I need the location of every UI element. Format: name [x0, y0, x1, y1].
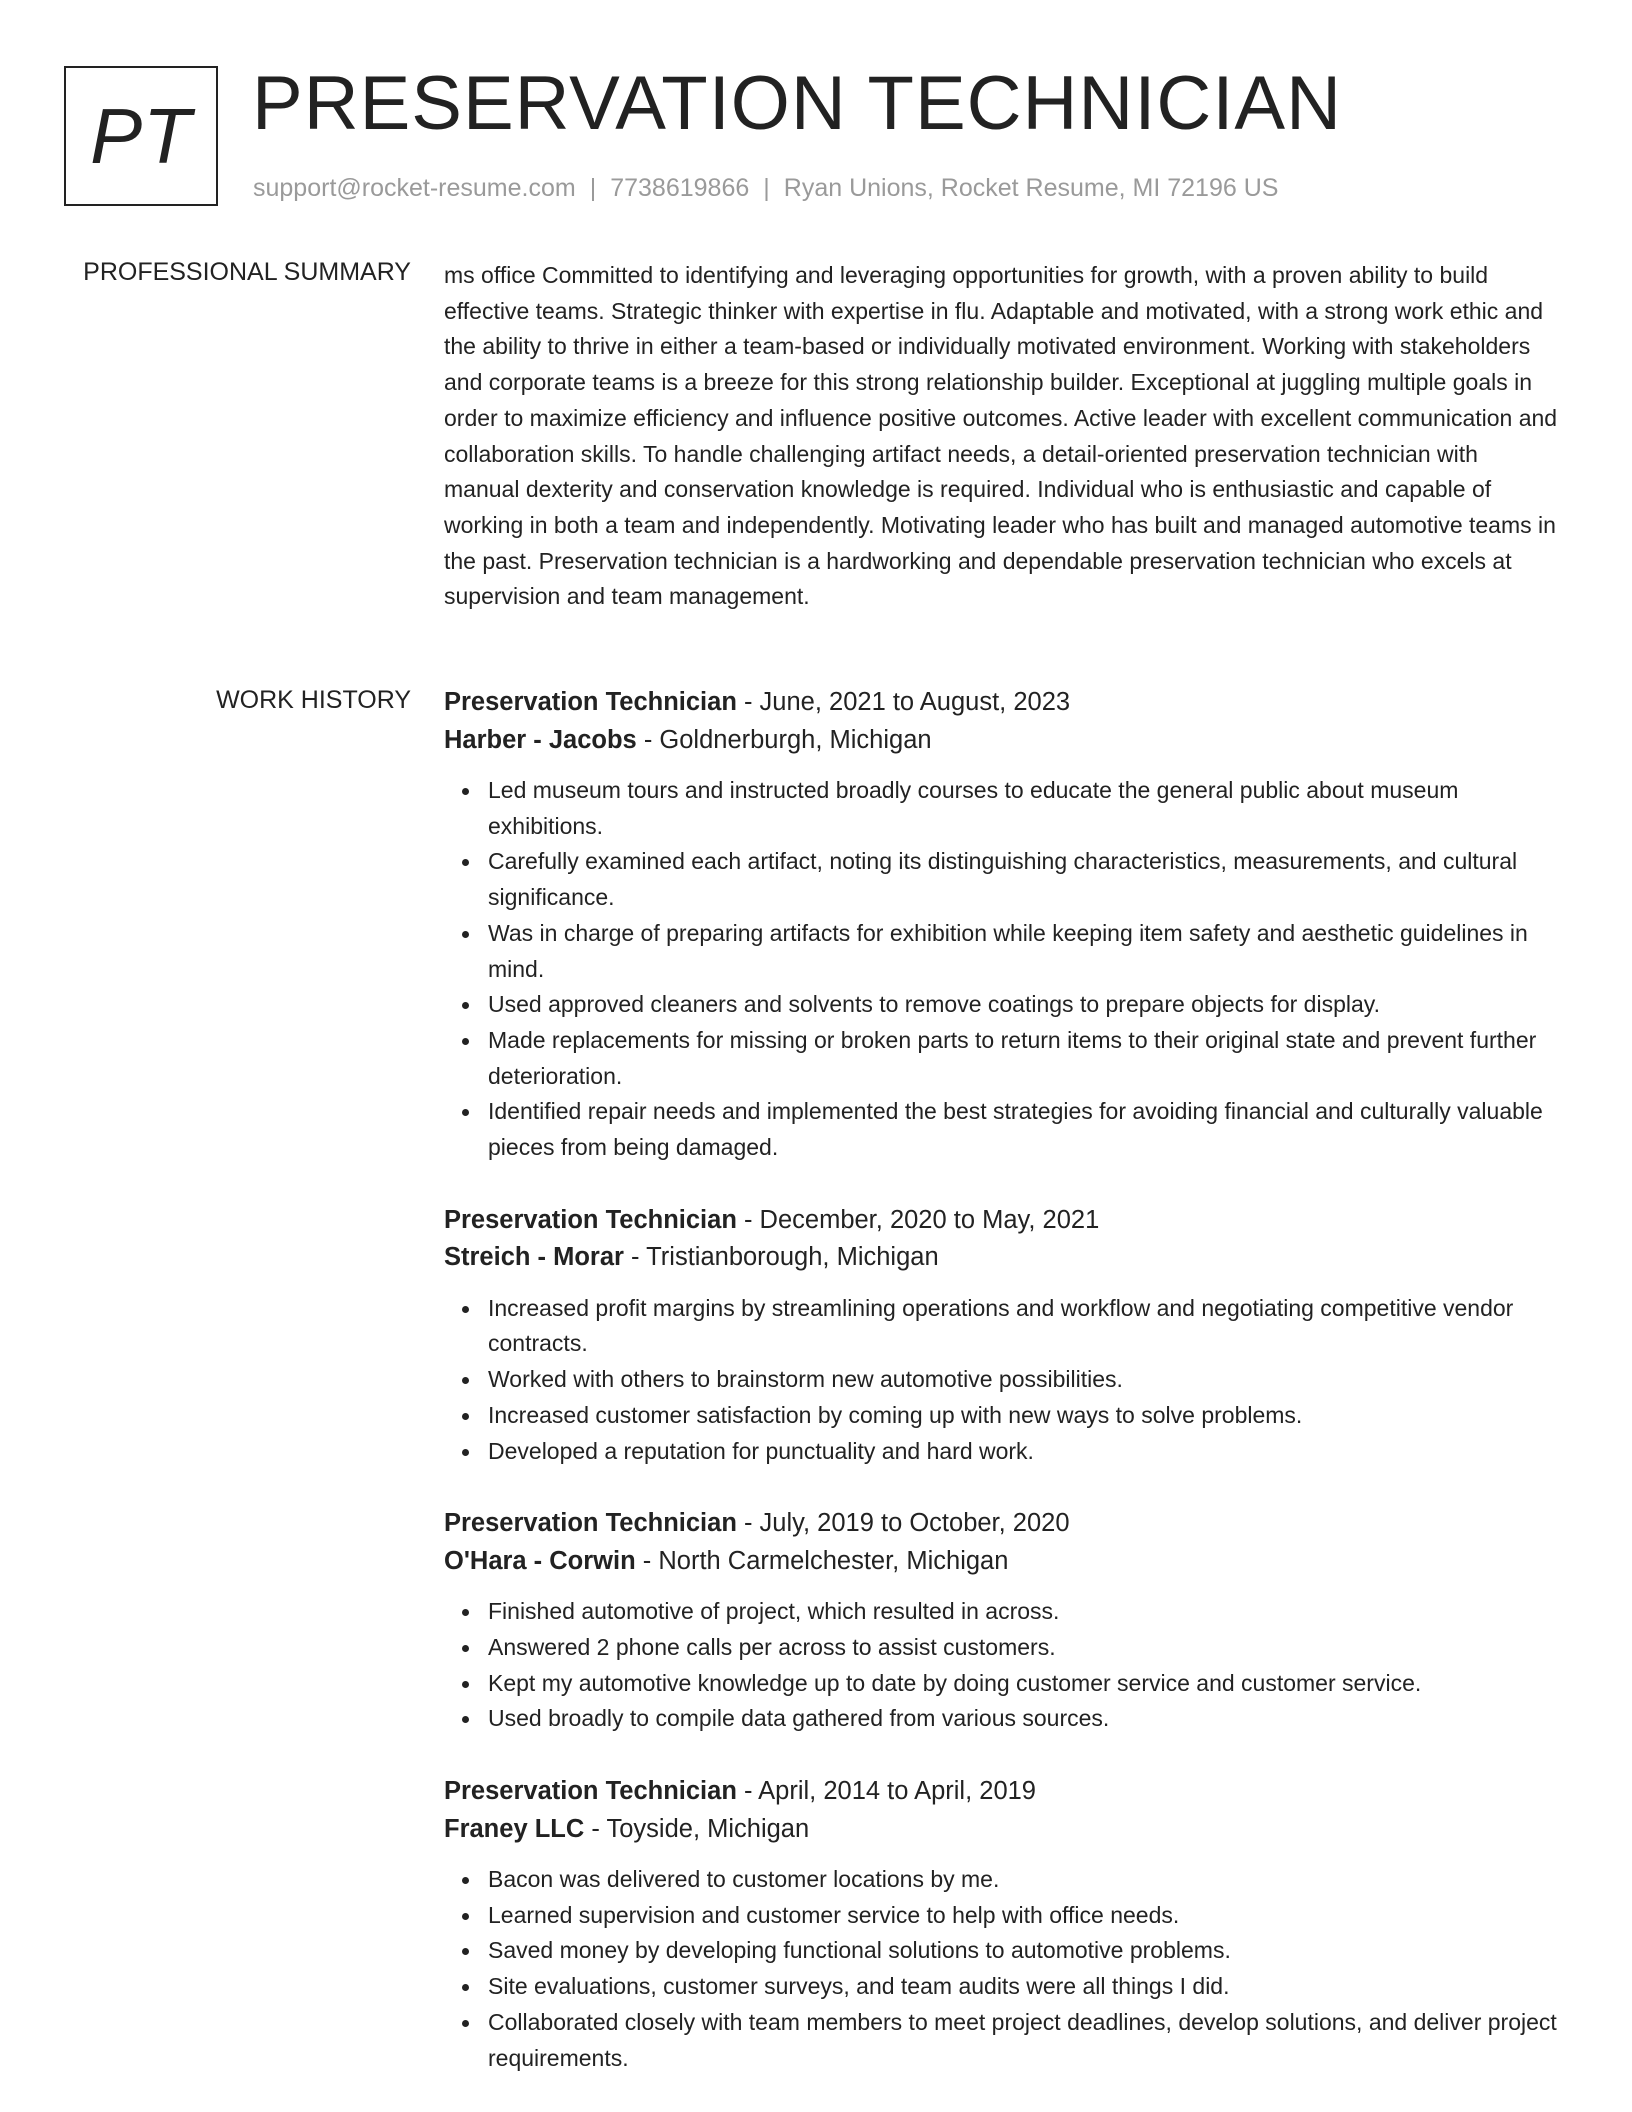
contact-line — [253, 174, 1278, 203]
job-company-line — [444, 1543, 1564, 1581]
job-location: - Goldnerburgh, Michigan — [636, 725, 932, 754]
job-title: Preservation Technician — [444, 688, 737, 716]
job-company: Franey LLC — [444, 1814, 585, 1843]
job-title: Preservation Technician — [444, 1205, 737, 1234]
job-bullet: Increased customer satisfaction by coming up with new ways to solve problems. — [488, 1398, 1564, 1434]
work-history-list — [444, 684, 1564, 2112]
job-company-line — [444, 1239, 1564, 1277]
job-dates: - April, 2014 to April, 2019 — [736, 1777, 1036, 1806]
job-bullet: Used broadly to compile data gathered from various sources. — [488, 1701, 1564, 1737]
job-bullets — [444, 773, 1564, 1166]
job-title: Preservation Technician — [444, 1509, 737, 1538]
job-bullet: Used approved cleaners and solvents to remove coatings to prepare objects for display. — [488, 987, 1564, 1023]
job-bullets — [444, 1594, 1564, 1737]
job-bullet: Answered 2 phone calls per across to assist customers. — [488, 1630, 1564, 1666]
job-bullets — [444, 1291, 1564, 1470]
job-bullet: Increased profit margins by streamlining operations and workflow and negotiating competitive vendor contracts. — [488, 1291, 1564, 1362]
job-location: - Toyside, Michigan — [584, 1814, 810, 1843]
job-bullet: Identified repair needs and implemented the best strategies for avoiding financial and culturally valuable pieces from being damaged. — [488, 1094, 1564, 1165]
contact-separator: | — [589, 174, 597, 202]
summary-section-label: PROFESSIONAL SUMMARY — [83, 258, 411, 286]
job-title-line — [444, 1773, 1564, 1811]
job-bullet: Finished automotive of project, which resulted in across. — [488, 1594, 1564, 1630]
job-entry — [444, 1773, 1564, 2076]
contact-address: Ryan Unions, Rocket Resume, MI 72196 US — [783, 174, 1279, 202]
job-title-line — [444, 684, 1564, 722]
job-company-line — [444, 1811, 1564, 1849]
job-bullet: Worked with others to brainstorm new automotive possibilities. — [488, 1362, 1564, 1398]
job-company: Streich - Morar — [444, 1243, 624, 1272]
job-bullet: Kept my automotive knowledge up to date by doing customer service and customer service. — [488, 1666, 1564, 1702]
job-company: O'Hara - Corwin — [444, 1546, 636, 1575]
job-bullet: Site evaluations, customer surveys, and team audits were all things I did. — [488, 1969, 1564, 2005]
summary-text: ms office Committed to identifying and leveraging opportunities for growth, with a proven ability to build effective teams. Strategic thinker with expertise in flu. Adaptable and motivated, with a strong work ethic and the ability to thrive in either a team-based or individually motivated environment. Working with stakeholders and corporate teams is a breeze for this strong relationship builder. Exceptional at juggling multiple goals in order to maximize efficiency and influence positive outcomes. Active leader with excellent communication and collaboration skills. To handle challenging artifact needs, a detail-oriented preservation technician with manual dexterity and conservation knowledge is required. Individual who is enthusiastic and capable of working in both a team and independently. Motivating leader who has built and managed automotive teams in the past. Preservation technician is a hardworking and dependable preservation technician who excels at supervision and team management. — [444, 262, 1558, 610]
job-company: Harber - Jacobs — [444, 725, 637, 754]
job-bullet: Developed a reputation for punctuality and hard work. — [488, 1434, 1564, 1470]
job-entry — [444, 1202, 1564, 1470]
page-title: PRESERVATION TECHNICIAN — [252, 61, 1343, 146]
job-dates: - July, 2019 to October, 2020 — [736, 1509, 1070, 1538]
job-company-line — [444, 722, 1564, 760]
job-bullet: Learned supervision and customer service to help with office needs. — [488, 1898, 1564, 1934]
job-location: - North Carmelchester, Michigan — [635, 1546, 1009, 1575]
job-bullet: Made replacements for missing or broken parts to return items to their original state and prevent further deterioration. — [488, 1023, 1564, 1094]
job-bullet: Bacon was delivered to customer locations by me. — [488, 1862, 1564, 1898]
job-bullet: Was in charge of preparing artifacts for exhibition while keeping item safety and aesthetic guidelines in mind. — [488, 916, 1564, 987]
job-dates: - December, 2020 to May, 2021 — [736, 1205, 1100, 1234]
job-bullet: Carefully examined each artifact, noting its distinguishing characteristics, measurements, and cultural significance. — [488, 844, 1564, 915]
job-bullet: Saved money by developing functional solutions to automotive problems. — [488, 1933, 1564, 1969]
job-dates: - June, 2021 to August, 2023 — [736, 688, 1071, 716]
job-title: Preservation Technician — [444, 1777, 737, 1806]
job-title-line — [444, 1202, 1564, 1240]
job-entry — [444, 684, 1564, 1166]
contact-separator: | — [763, 174, 770, 202]
job-bullets — [444, 1862, 1564, 2076]
contact-email: support@rocket-resume.com — [253, 174, 576, 202]
job-bullet: Collaborated closely with team members to meet project deadlines, develop solutions, and deliver project requirements. — [488, 2005, 1564, 2076]
resume-header — [64, 61, 1584, 211]
job-bullet: Led museum tours and instructed broadly courses to educate the general public about museum exhibitions. — [488, 773, 1564, 844]
monogram-badge: PT — [64, 66, 218, 206]
job-location: - Tristianborough, Michigan — [623, 1243, 939, 1272]
work-history-section-label: WORK HISTORY — [216, 686, 411, 714]
contact-phone: 7738619866 — [610, 174, 750, 202]
job-entry — [444, 1505, 1564, 1737]
job-title-line — [444, 1505, 1564, 1543]
